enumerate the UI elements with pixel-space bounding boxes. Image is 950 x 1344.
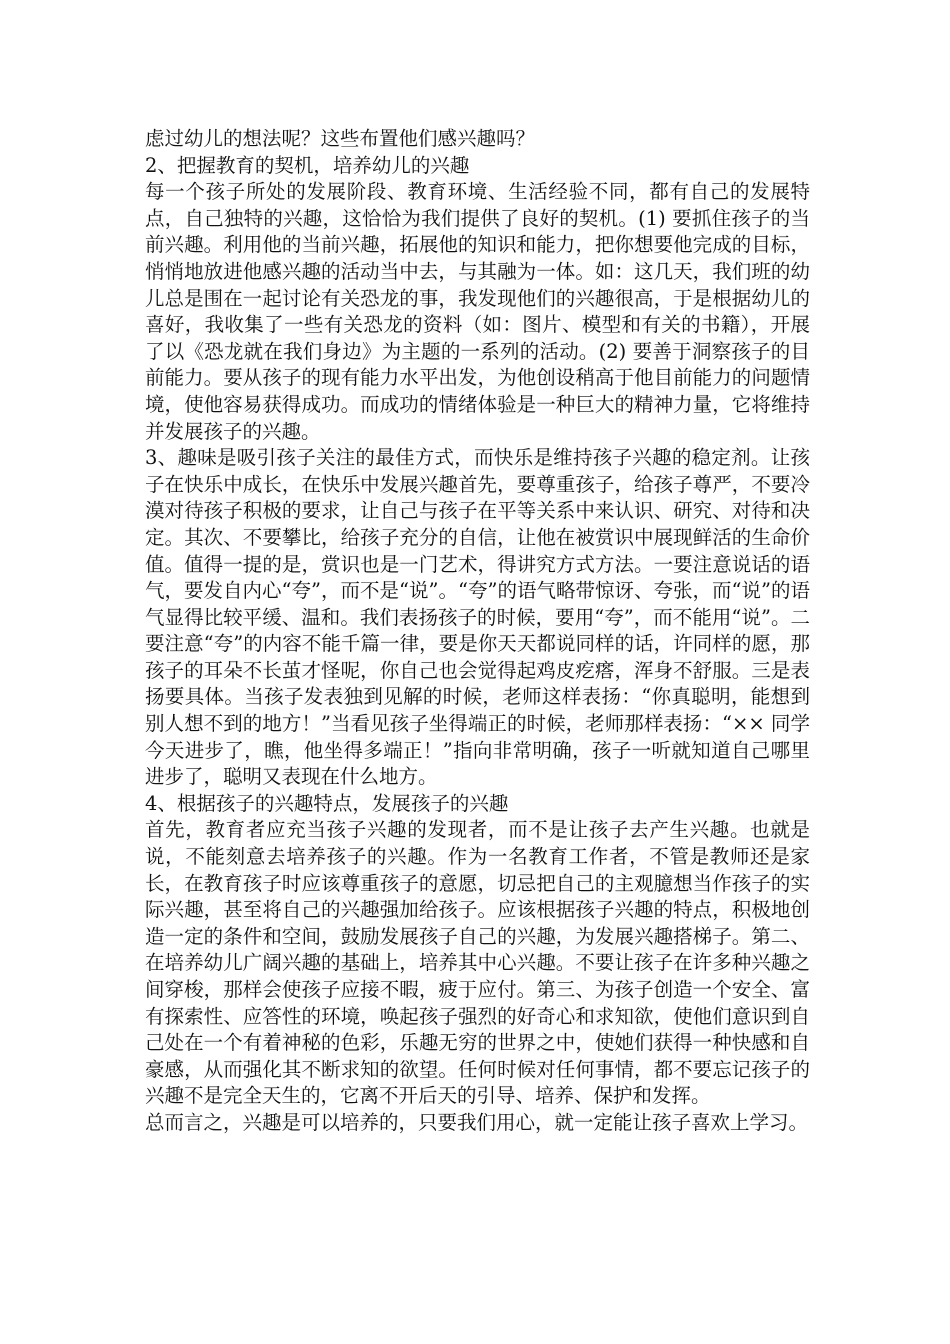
paragraph-section-2: 每一个孩子所处的发展阶段、教育环境、生活经验不同，都有自己的发展特点，自己独特的兴趣，这恰恰为我们提供了良好的契机。(1) 要抓住孩子的当前兴趣。利用他的当前兴趣，拓展他的知识和能力，把你想要他完成的目标，悄悄地放进他感兴趣的活动当中去，与其融为一体。如：这几天，我们班的幼儿总是围在一起讨论有关恐龙的事，我发现他们的兴趣很高，于是根据幼儿的喜好，我收集了一些有关恐龙的资料（如：图片、模型和有关的书籍），开展了以《恐龙就在我们身边》为主题的一系列的活动。(2) 要善于洞察孩子的目前能力。要从孩子的现有能力水平出发，为他创设稍高于他目前能力的问题情境，使他容易获得成功。而成功的情绪体验是一种巨大的精神力量，它将维持并发展孩子的兴趣。 bbox=[145, 180, 810, 443]
paragraph-continuation: 虑过幼儿的想法呢？这些布置他们感兴趣吗？ bbox=[145, 127, 536, 150]
paragraph-section-3: 3、趣味是吸引孩子关注的最佳方式，而快乐是维持孩子兴趣的稳定剂。让孩子在快乐中成长，在快乐中发展兴趣首先，要尊重孩子，给孩子尊严，不要冷漠对待孩子积极的要求，让自己与孩子在平等关系中来认识、研究、对待和决定。其次、不要攀比，给孩子充分的自信，让他在被赏识中展现鲜活的生命价值。值得一提的是，赏识也是一门艺术，得讲究方式方法。一要注意说话的语气，要发自内心“夸”，而不是“说”。“夸”的语气略带惊讶、夸张，而“说”的语气显得比较平缓、温和。我们表扬孩子的时候，要用“夸”，而不能用“说”。二要注意“夸”的内容不能千篇一律，要是你天天都说同样的话，许同样的愿，那孩子的耳朵不长茧才怪呢，你自己也会觉得起鸡皮疙瘩，浑身不舒服。三是表扬要具体。当孩子发表独到见解的时候，老师这样表扬：“你真聪明，能想到别人想不到的地方！”当看见孩子坐得端正的时候，老师那样表扬：“×× 同学今天进步了，瞧，他坐得多端正！”指向非常明确，孩子一听就知道自己哪里进步了，聪明又表现在什么地方。 bbox=[145, 446, 810, 789]
document-body bbox=[145, 126, 810, 1137]
section-heading-4: 4、根据孩子的兴趣特点，发展孩子的兴趣 bbox=[145, 791, 509, 815]
section-heading-2: 2、把握教育的契机，培养幼儿的兴趣 bbox=[145, 153, 470, 177]
paragraph-conclusion: 总而言之，兴趣是可以培养的，只要我们用心，就一定能让孩子喜欢上学习。 bbox=[145, 1110, 809, 1134]
paragraph-section-4: 首先，教育者应充当孩子兴趣的发现者，而不是让孩子去产生兴趣。也就是说，不能刻意去培养孩子的兴趣。作为一名教育工作者，不管是教师还是家长，在教育孩子时应该尊重孩子的意愿，切忌把自己的主观臆想当作孩子的实际兴趣，甚至将自己的兴趣强加给孩子。应该根据孩子兴趣的特点，积极地创造一定的条件和空间，鼓励发展孩子自己的兴趣，为发展兴趣搭梯子。第二、在培养幼儿广阔兴趣的基础上，培养其中心兴趣。不要让孩子在许多种兴趣之间穿梭，那样会使孩子应接不暇，疲于应付。第三、为孩子创造一个安全、富有探索性、应答性的环境，唤起孩子强烈的好奇心和求知欲，使他们意识到自己处在一个有着神秘的色彩，乐趣无穷的世界之中，使她们获得一种快感和自豪感，从而强化其不断求知的欲望。任何时候对任何事情，都不要忘记孩子的兴趣不是完全天生的，它离不开后天的引导、培养、保护和发挥。 bbox=[145, 818, 810, 1108]
